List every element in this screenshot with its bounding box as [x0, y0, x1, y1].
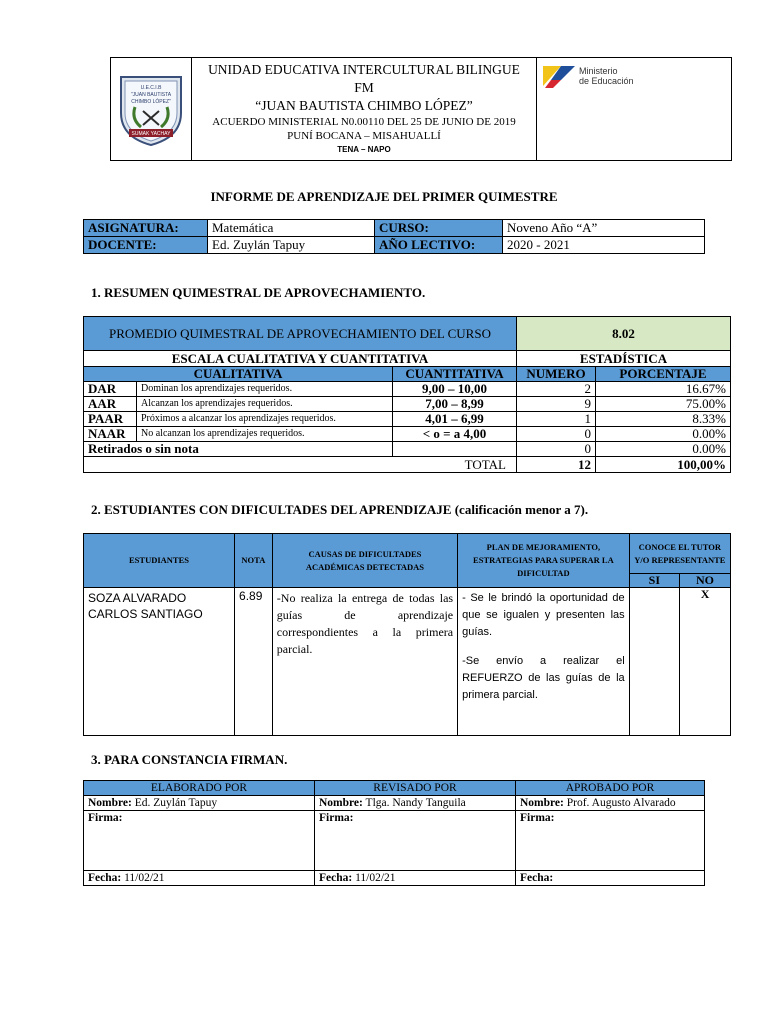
row-percentage: 8.33% — [596, 412, 731, 427]
school-logo-cell — [111, 58, 192, 161]
student-plan-1: - Se le brindó la oportunidad de que se igualen y presenten las guías. — [462, 592, 625, 638]
average-label: PROMEDIO QUIMESTRAL DE APROVECHAMIENTO DEL CURSO — [84, 317, 517, 351]
info-table — [83, 219, 705, 254]
signatures-table — [83, 780, 705, 886]
made-date-label: Fecha: — [88, 872, 122, 884]
agreement-line: ACUERDO MINISTERIAL N0.00110 DEL 25 DE JUNIO DE 2019 — [212, 116, 516, 128]
approved-date-label: Fecha: — [520, 872, 554, 884]
difficulties-table — [83, 533, 731, 736]
teacher-label: DOCENTE: — [84, 237, 208, 254]
row-range: 4,01 – 6,99 — [393, 412, 517, 427]
reviewed-date-label: Fecha: — [319, 872, 353, 884]
reviewed-date-value: 11/02/21 — [352, 872, 396, 884]
ministry-logo-cell — [537, 58, 732, 161]
made-name — [84, 796, 315, 811]
approved-signature: Firma: — [516, 811, 705, 871]
col-plan: PLAN DE MEJORAMIENTO, ESTRATEGIAS PARA SUPERAR LA DIFICULTAD — [458, 534, 630, 588]
reviewed-name-label: Nombre: — [319, 797, 363, 809]
reviewed-name — [315, 796, 516, 811]
crest-name1-text: "JUAN BAUTISTA — [130, 91, 172, 98]
reviewed-date — [315, 871, 516, 886]
made-date-value: 11/02/21 — [121, 872, 165, 884]
col-grade: NOTA — [235, 534, 273, 588]
row-code: DAR — [84, 382, 137, 397]
col-no: NO — [680, 574, 731, 588]
school-name-line2: FM — [354, 80, 374, 95]
report-title: INFORME DE APRENDIZAJE DEL PRIMER QUIMESTRE — [210, 189, 558, 204]
total-number: 12 — [517, 457, 596, 473]
col-causes: CAUSAS DE DIFICULTADES ACADÉMICAS DETECTADAS — [272, 534, 457, 588]
student-yes — [629, 588, 679, 736]
table-row — [84, 382, 731, 397]
withdrawn-range — [393, 442, 517, 457]
row-code: PAAR — [84, 412, 137, 427]
total-label: TOTAL — [393, 457, 517, 473]
row-number: 9 — [517, 397, 596, 412]
student-plan-2: -Se envío a realizar el REFUERZO de las guías de la primera parcial. — [462, 655, 625, 701]
row-range: < o = a 4,00 — [393, 427, 517, 442]
province-line: TENA – NAPO — [337, 145, 391, 154]
student-no: X — [680, 588, 731, 736]
header-text-cell — [192, 58, 537, 161]
col-made-by: ELABORADO POR — [84, 781, 315, 796]
withdrawn-percentage: 0.00% — [596, 442, 731, 457]
ministry-line1: Ministerio — [579, 66, 618, 76]
crest-top-text: U.E.C.I.B — [140, 84, 162, 91]
reviewed-name-value: Tlga. Nandy Tanguila — [362, 797, 466, 809]
approved-date — [516, 871, 705, 886]
location-line: PUNÍ BOCANA – MISAHUALLÍ — [287, 130, 441, 142]
teacher-value: Ed. Zuylán Tapuy — [208, 237, 375, 254]
subject-value: Matemática — [208, 220, 375, 237]
row-percentage: 0.00% — [596, 427, 731, 442]
crest-bottom-text: SUMAK YACHAY — [131, 130, 171, 137]
student-cause: -No realiza la entrega de todas las guías de aprendizaje correspondientes a la primera parcial. — [272, 588, 457, 736]
school-name-line1: UNIDAD EDUCATIVA INTERCULTURAL BILINGUE — [208, 62, 520, 77]
col-percentage: PORCENTAJE — [596, 367, 731, 382]
ministry-line2: de Educación — [579, 76, 634, 86]
row-desc: Próximos a alcanzar los aprendizajes requeridos. — [137, 412, 393, 427]
row-number: 0 — [517, 427, 596, 442]
section1-title: 1. RESUMEN QUIMESTRAL DE APROVECHAMIENTO. — [91, 285, 426, 300]
crest-name2-text: CHIMBO LÓPEZ" — [131, 98, 171, 105]
row-range: 9,00 – 10,00 — [393, 382, 517, 397]
made-name-label: Nombre: — [88, 797, 132, 809]
student-name-line2: CARLOS SANTIAGO — [88, 607, 203, 621]
section2-title: 2. ESTUDIANTES CON DIFICULTADES DEL APRENDIZAJE (calificación menor a 7). — [91, 502, 589, 517]
withdrawn-label: Retirados o sin nota — [84, 442, 393, 457]
withdrawn-number: 0 — [517, 442, 596, 457]
col-quantitative: CUANTITATIVA — [393, 367, 517, 382]
made-date — [84, 871, 315, 886]
summary-table — [83, 316, 731, 473]
table-row — [84, 588, 731, 736]
row-number: 2 — [517, 382, 596, 397]
row-number: 1 — [517, 412, 596, 427]
student-name — [84, 588, 235, 736]
col-number: NUMERO — [517, 367, 596, 382]
table-row — [84, 397, 731, 412]
row-desc: Dominan los aprendizajes requeridos. — [137, 382, 393, 397]
course-value: Noveno Año “A” — [503, 220, 705, 237]
approved-name-value: Prof. Augusto Alvarado — [563, 797, 676, 809]
total-percentage: 100,00% — [596, 457, 731, 473]
col-reviewed-by: REVISADO POR — [315, 781, 516, 796]
ministry-logo-icon — [541, 62, 577, 90]
total-spacer — [84, 457, 393, 473]
table-row — [84, 427, 731, 442]
row-desc: No alcanzan los aprendizajes requeridos. — [137, 427, 393, 442]
student-plan — [458, 588, 630, 736]
row-code: NAAR — [84, 427, 137, 442]
school-crest-icon — [113, 67, 189, 147]
row-percentage: 75.00% — [596, 397, 731, 412]
row-desc: Alcanzan los aprendizajes requeridos. — [137, 397, 393, 412]
approved-name — [516, 796, 705, 811]
scale-label: ESCALA CUALITATIVA Y CUANTITATIVA — [84, 351, 517, 367]
section3-title: 3. PARA CONSTANCIA FIRMAN. — [91, 752, 288, 767]
table-row — [84, 412, 731, 427]
col-knows: CONOCE EL TUTOR Y/O REPRESENTANTE — [629, 534, 730, 574]
col-students: ESTUDIANTES — [84, 534, 235, 588]
col-yes: SI — [629, 574, 679, 588]
row-range: 7,00 – 8,99 — [393, 397, 517, 412]
approved-name-label: Nombre: — [520, 797, 564, 809]
header-table — [110, 57, 732, 161]
student-name-line1: SOZA ALVARADO — [88, 591, 187, 605]
row-code: AAR — [84, 397, 137, 412]
row-percentage: 16.67% — [596, 382, 731, 397]
made-signature: Firma: — [84, 811, 315, 871]
student-grade: 6.89 — [235, 588, 273, 736]
school-name-line3: “JUAN BAUTISTA CHIMBO LÓPEZ” — [255, 98, 473, 113]
average-value: 8.02 — [517, 317, 731, 351]
subject-label: ASIGNATURA: — [84, 220, 208, 237]
reviewed-signature: Firma: — [315, 811, 516, 871]
col-qualitative: CUALITATIVA — [84, 367, 393, 382]
made-name-value: Ed. Zuylán Tapuy — [131, 797, 218, 809]
stats-label: ESTADÍSTICA — [517, 351, 731, 367]
year-value: 2020 - 2021 — [503, 237, 705, 254]
col-approved-by: APROBADO POR — [516, 781, 705, 796]
course-label: CURSO: — [375, 220, 503, 237]
year-label: AÑO LECTIVO: — [375, 237, 503, 254]
